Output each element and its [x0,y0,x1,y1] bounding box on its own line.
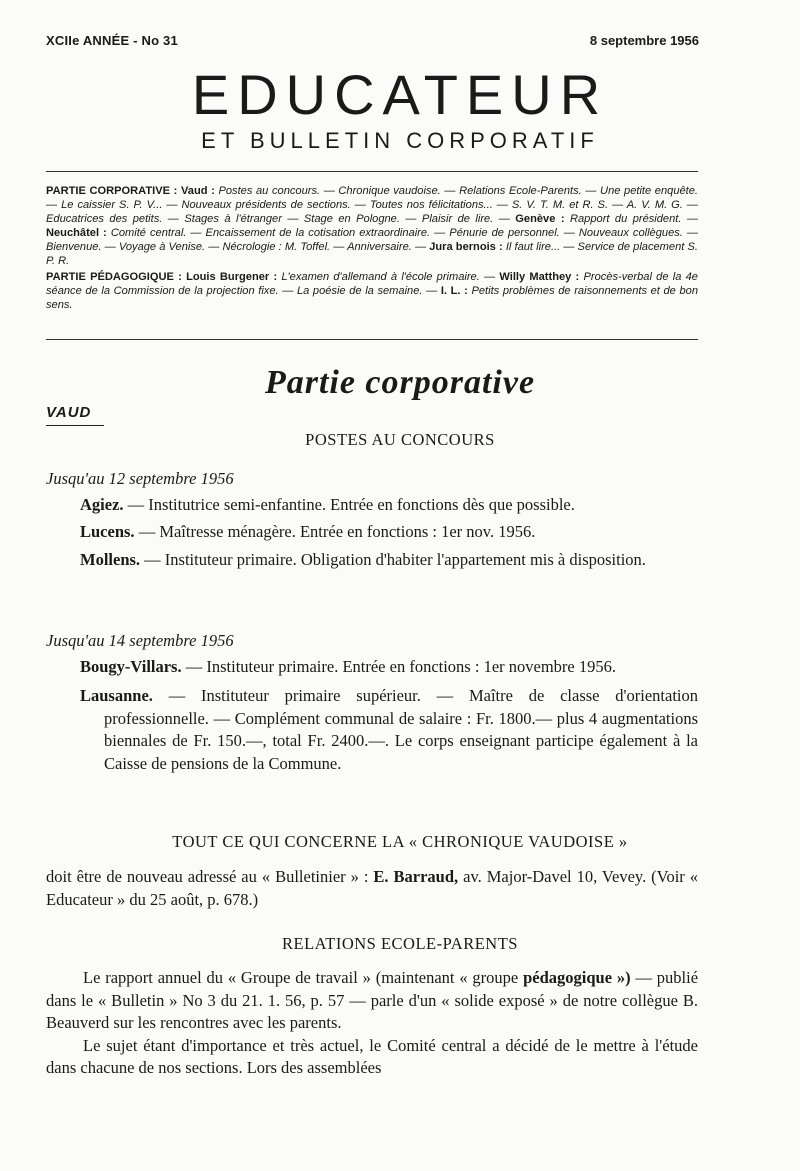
relations-p1-start: Le rapport annuel du « Groupe de travail » (maintenant « groupe [83,968,519,987]
chronique-heading: TOUT CE QUI CONCERNE LA « CHRONIQUE VAUDOISE » [172,832,628,851]
relations-paragraph-1 [46,967,698,1035]
entry-text: — Institutrice semi-enfantine. Entrée en fonctions dès que possible. [127,494,575,514]
toc-text-vaud: Postes au concours. — Chronique vaudoise. — Relations Ecole-Parents. — Une petite enquête. — Le caissier S. P. V... — Nouveaux présidents de sections. — Toutes nos félicitations... — S. V. T. M. et R. S. — A. V. M. G. — Educatrices des petits. — Stages à l'étranger — Stage en Pologne. — Plaisir de lire. — [46,185,698,225]
entry-place: Lucens. [80,522,135,541]
relations-p1-end: — publié dans le « Bulletin » No 3 du 21. 1. 56, p. 57 — parle d'un « solide exposé » de notre collègue B. Beauverd sur les rencontres avec les parents. [46,968,699,1032]
entry-place: Bougy-Villars. [80,656,182,676]
toc-pedagogique [46,271,698,313]
section-title: Partie corporative [264,364,536,401]
toc-corporative-label: PARTIE CORPORATIVE : [46,185,178,197]
relations-heading: RELATIONS ECOLE-PARENTS [282,934,518,953]
toc-corporative [46,185,698,268]
relations-body [46,967,698,1080]
chronique-text-before: doit être de nouveau adressé au « Bulletinier » : [46,867,369,886]
toc-author: Willy Matthey : [499,271,580,284]
entry-place: Agiez. [80,494,124,514]
region-label: VAUD [46,404,92,421]
toc-place-jura: Jura bernois : [429,240,503,253]
toc-author: I. L. : [440,285,468,298]
toc-text-jura: Il faut lire... — Service de placement S. P. R. [46,240,698,267]
header-rule [46,171,698,172]
chronique-text-after: av. Major-Davel 10, Vevey. (Voir « Educateur » du 25 août, p. 678.) [46,867,699,909]
relations-paragraph-2: Le sujet étant d'importance et très actuel, le Comité central a décidé de le mettre à l'étude dans chacune de nos sections. Lors des assemblées [46,1035,698,1077]
list-item [46,685,698,775]
deadline: Jusqu'au 14 septembre 1956 [46,631,234,650]
postes-group-2 [46,630,698,775]
toc-text-geneve: Rapport du président. — [570,212,698,225]
chronique-paragraph [46,866,698,911]
list-item [46,494,698,517]
issue-number: XCIIe ANNÉE - No 31 [46,33,178,48]
toc-place-geneve: Genève : [515,212,565,225]
chronique-name: E. Barraud, [373,867,459,886]
region-underline [46,425,104,426]
list-item [46,656,698,679]
issue-date: 8 septembre 1956 [589,33,699,48]
list-item [46,521,698,544]
list-item [46,549,698,572]
toc-place-vaud: Vaud : [180,185,215,197]
toc-author: Louis Burgener : [186,271,278,284]
toc-text-neuchatel: Comité central. — Encaissement de la cotisation extraordinaire. — Pénurie de personnel. — Nouveaux collègues. — Bienvenue. — Voyage à Venise. — Nécrologie : M. Toffel. — Anniversaire. — [46,226,699,253]
postes-heading: POSTES AU CONCOURS [305,430,495,449]
entry-place: Lausanne. [80,686,153,705]
toc-article: Petits problèmes de raisonnements et de bon sens. [46,285,698,312]
entry-text: — Instituteur primaire. Obligation d'habiter l'appartement mis à disposition. [144,549,646,569]
masthead-title: EDUCATEUR [191,63,609,126]
entry-text: — Instituteur primaire. Entrée en fonctions : 1er novembre 1956. [185,656,616,676]
toc-article: L'examen d'allemand à l'école primaire. — [281,271,496,284]
postes-group-1 [46,468,698,571]
summary-rule [46,339,698,340]
entry-text: — Maîtresse ménagère. Entrée en fonctions : 1er nov. 1956. [138,522,536,541]
toc-pedagogique-label: PARTIE PÉDAGOGIQUE : [46,271,182,284]
deadline: Jusqu'au 12 septembre 1956 [46,469,234,488]
entry-place: Mollens. [80,549,141,569]
toc-place-neuchatel: Neuchâtel : [46,226,107,239]
relations-p1-bold: pédagogique ») [523,968,631,987]
toc-article: Procès-verbal de la 4e séance de la Commission de la projection fixe. — La poésie de la semaine. — [46,271,698,298]
entry-text: — Instituteur primaire supérieur. — Maître de classe d'orientation professionnelle. — Complément communal de salaire : Fr. 1800.— plus 4 augmentations biennales de Fr. 150.—, total Fr. 2400.—. Le corps enseignant participe également à la Caisse de pensions de la Commune. [104,686,698,773]
masthead-subtitle: ET BULLETIN CORPORATIF [201,128,599,153]
chronique-text [46,866,698,911]
table-of-contents [46,185,698,316]
